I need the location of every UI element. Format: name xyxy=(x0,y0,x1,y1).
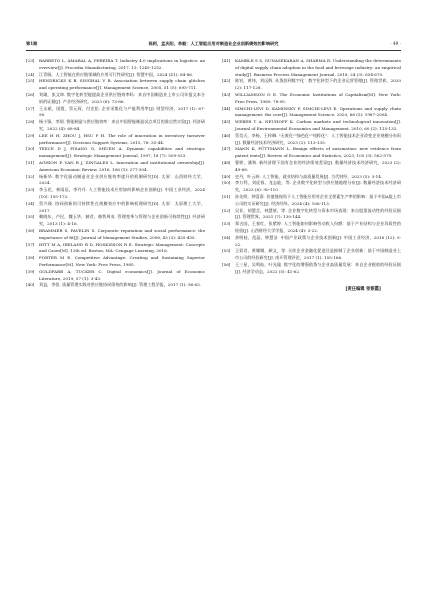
reference-entry xyxy=(26,187,205,201)
reference-text: 刘箴，张文坤. 数字化转型能提高企业供应链效率吗：来自中国制造业上市公司年报文本分析的证据[J]. 产业经济研究，2023 (6): 73-86. xyxy=(39,91,205,104)
reference-text: 杨新华. 数字化驱动制造业企业供应链效率提升的机制研究[D]. 太原：山西财经大学，2024. xyxy=(39,173,205,186)
reference-text: 孙先明，钟喜嘉. 价值链视角下人工智能应用对企业全要素生产率的影响：基于中国A股上市公司的实证研究[J]. 经济经纬，2024 (4): 106-113. xyxy=(235,193,401,206)
reference-number: [48] xyxy=(222,159,231,165)
page-header xyxy=(26,40,401,51)
reference-entry xyxy=(222,78,401,92)
reference-number: [47] xyxy=(222,146,231,152)
reference-number: [55] xyxy=(222,248,231,254)
reference-text: BARRETO L, AMARAL A, PEREIRA T. Industry 4.0 implications in logistics: an overview[J]. Procedia Manufacturing, 2017, 13: 1245-1252. xyxy=(39,58,205,70)
reference-number: [28] xyxy=(26,119,35,125)
reference-number: [40] xyxy=(26,282,35,288)
reference-text: BRAMMER S, PAVELIN S. Corporate reputation and social performance: the importance of fit[J]. Journal of Management Studies, 2006, 43 (3): 435-455. xyxy=(39,227,205,240)
reference-entry xyxy=(222,58,401,78)
running-title: 陈阿，孟庆阳，李毅：人工智能应用对制造业企业创新绩效的影响研究 xyxy=(148,41,279,46)
reference-number: [45] xyxy=(222,119,231,125)
reference-number: [43] xyxy=(222,91,231,97)
reference-number: [56] xyxy=(222,261,231,267)
reference-number: [52] xyxy=(222,207,231,213)
reference-entry xyxy=(222,208,401,222)
reference-number: [54] xyxy=(222,234,231,240)
reference-entry xyxy=(26,72,205,79)
page-number: · 49 · xyxy=(390,41,401,46)
reference-text: HITT M A, IRELAND R D, HOSKISSON R E. Strategic Management: Concepts and Cases[M]. 12th ed. Boston, MA: Cengage Learning, 2016. xyxy=(39,241,205,254)
reference-text: 蔡昊天，李杨，王梓琳. "无废化""绿色化""纯粹化"：人工智能技术企业改变企业规模分布吗[J]. 数量经济技术经济研究，2023 (2): 113-135. xyxy=(235,132,401,145)
reference-number: [25] xyxy=(26,78,35,84)
reference-entry xyxy=(222,106,401,120)
reference-number: [51] xyxy=(222,193,231,199)
reference-number: [32] xyxy=(26,173,35,179)
reference-number: [46] xyxy=(222,132,231,138)
reference-text: HENDRICKS K B, SINGHAL V R. Association between supply chain glitches and operating performance[J]. Management Science, 2005, 51 (5): 695-711. xyxy=(39,78,205,91)
reference-text: 蔡兴瑛. 协同创新的可持续性在规模效应中的影响机理研究[D]. 太原：太原理工大学，2017. xyxy=(39,200,205,213)
reference-entry xyxy=(26,58,205,72)
reference-entry xyxy=(26,255,205,269)
reference-text: SIMCHI-LEVI D, KAMINSKY P, SIMCHI-LEVI E. Operations and supply chain management: the core[J]. Management Science, 2020, 66 (5): 1987-2004. xyxy=(235,105,401,118)
reference-entry xyxy=(26,269,205,283)
references-columns xyxy=(26,58,401,294)
reference-number: [42] xyxy=(222,78,231,84)
reference-text: PORTER M E. Competitive Advantage: Creating and Sustaining Superior Performance[M]. New York: Free Press, 1985. xyxy=(39,255,205,267)
reference-entry xyxy=(26,78,205,92)
reference-entry xyxy=(26,282,205,289)
reference-text: 曹婷，潘和. 新经济理下国有企业的经济绩效差异[J]. 数量经济技术经济研究，2023 (2): 49-68. xyxy=(235,159,401,172)
reference-text: TEECE D J, PISANO G, SHUEN A. Dynamic capabilities and strategic management[J]. Strategic Management Journal, 1997, 18 (7): 509-533. xyxy=(39,146,205,159)
reference-entry xyxy=(222,160,401,174)
reference-number: [36] xyxy=(26,227,35,233)
reference-entry xyxy=(222,248,401,262)
reference-text: AGHION P, VAN R J, ZINGALES L. Innovation and institutional ownership[J]. American Economic Review, 2016, 106 (1): 277-304. xyxy=(39,159,205,172)
reference-number: [27] xyxy=(26,105,35,111)
reference-text: WILLIAMSON O E. The Economic Institutions of Capitalism[M]. New York: Free Press, 1985: 78-95. xyxy=(235,91,401,104)
reference-text: 吴非，胡慧芷，林慧妍，等. 企业数字化转型与资本市场表现：来自股票流动性的经验证据[J]. 管理世界，2021 (7): 130-144. xyxy=(235,207,401,220)
reference-text: 赖晓东，卢民，魏玉华，赫君，赫普周英. 管理变革与管理与企业创新可持续性[J]. 经济研究，2013 (1): 4-16. xyxy=(39,214,205,227)
reference-entry xyxy=(26,160,205,174)
reference-number: [39] xyxy=(26,268,35,274)
reference-text: 余明桂，范蕊，钟慧洁. 中国产业政策与企业技术创新[J]. 中国工业经济，2016 (12): 5-22. xyxy=(235,234,401,247)
reference-text: GOLDFARB A, TUCKER C. Digital economics[J]. Journal of Economic Literature, 2019, 57 (1): 3-43. xyxy=(39,268,205,281)
reference-entry xyxy=(26,214,205,228)
reference-entry xyxy=(222,92,401,106)
reference-text: 史丹，叶云岭. 人工智能、就业结构与高质量发展[J]. 当代财经，2023 (5): 3-14. xyxy=(235,173,383,179)
reference-number: [34] xyxy=(26,200,35,206)
reference-text: 杨小锋，李翔. 智能制造与供应链效率：来自中国智能制造试点项目的准自然实验[J]. 经济研究，2022 (4): 68-84. xyxy=(39,119,205,131)
reference-number: [35] xyxy=(26,214,35,220)
reference-text: 王彩君，黄娜娜，颜文，等. 买你企业金融化促进还是抑制了企业创新：基于中国制造业上市公司的经验研究[J]. 南开管理评论，2017 (1): 155-166. xyxy=(235,248,401,261)
reference-number: [24] xyxy=(26,71,35,77)
reference-text: WEBER T A, NEUHOFF K. Carbon markets and technological innovation[J]. Journal of Environmental Economics and Management, 2010, 60 (2): 115-132. xyxy=(235,119,401,131)
reference-entry xyxy=(222,146,401,160)
reference-number: [38] xyxy=(26,255,35,261)
reference-text: 江青瑞，人工智能在供应链领域的应用可行性研究[J]. 智慧中国，2024 (Z1): 84-86. xyxy=(39,71,194,77)
reference-text: 刘益，李恒. 质量管理实践对供应链协同绩效的影响[J]. 管理工程学报，2017 (1): 56-63. xyxy=(39,282,202,288)
reference-text: 王永斌，国霞，蔡元琛，付克伦. 企业采集化与产能利用率[J]. 财贸经济，2017 (1): 67-90. xyxy=(39,105,205,118)
reference-entry xyxy=(222,235,401,249)
reference-text: 陈钊，黄炜，刘远辉. 从贷款到数字化：数字化转型下的企业运营管理[J]. 管理世界，2020 (2): 117-128. xyxy=(235,78,401,91)
reference-text: 王三星，吴鸣仙，叶光瑜. 数字化的增强借贷与企业高质量发展：来自企业税收的经验证据[J]. 经济学动态，2022 (5): 41-62. xyxy=(235,261,401,274)
reference-entry xyxy=(222,133,401,147)
reference-entry xyxy=(222,262,401,276)
reference-entry xyxy=(26,92,205,106)
reference-number: [31] xyxy=(26,159,35,165)
reference-number: [30] xyxy=(26,146,35,152)
reference-text: MANN K, PÜTTMANN L. Benign effects of automation: new evidence from patent texts[J]. Review of Economics and Statistics, 2023, 105 (3): 562-579. xyxy=(235,146,401,159)
reference-number: [29] xyxy=(26,132,35,138)
reference-entry xyxy=(26,228,205,242)
reference-number: [41] xyxy=(222,58,231,63)
reference-text: KAMBLE S S, GUNASEKARAN A, SHARMA R. Understanding the determinants of digital supply chain adoption in the food and beverage industry: an empirical study[J]. Business Process Management Journal, 2018, 24 (3): 654-670. xyxy=(235,58,401,77)
reference-number: [53] xyxy=(222,221,231,227)
reference-number: [37] xyxy=(26,241,35,247)
reference-number: [44] xyxy=(222,105,231,111)
reference-entry xyxy=(222,180,401,194)
left-reference-column xyxy=(26,58,205,294)
reference-text: LEE H H, ZHOU J, HSU P H. The role of innovation in inventory turnover performance[J]. Decision Support Systems, 2015, 76: 35-44. xyxy=(39,132,205,145)
reference-entry xyxy=(222,221,401,235)
reference-entry xyxy=(26,201,205,215)
reference-entry xyxy=(26,146,205,160)
reference-number: [50] xyxy=(222,180,231,186)
reference-number: [49] xyxy=(222,173,231,179)
right-reference-list xyxy=(222,58,401,276)
reference-entry xyxy=(26,133,205,147)
reference-text: 李玉花，林雨辰，李丹丹. 人工智能技术应用如何影响企业创新[J]. 中国工业经济，2024 (10): 155-173. xyxy=(39,187,205,199)
right-reference-column xyxy=(222,58,401,294)
editor-note: [责任编辑 张银霞] xyxy=(345,286,381,292)
reference-entry xyxy=(26,174,205,188)
reference-text: 郑吉国，王春红，张紫婷. 人工智能如何影响劳动收入份额：基于产业结构与企业异质性的检验[J]. 山西财经大学学报，2024 (4): 3-22. xyxy=(235,221,401,233)
reference-entry xyxy=(26,119,205,133)
reference-text: 李万利，刘虎春，龙志能，等. 企业数字化转型与供应链地理分布[J]. 数量经济技术经济研究，2023 (8): 90-110. xyxy=(235,180,401,193)
reference-entry xyxy=(222,194,401,208)
reference-number: [33] xyxy=(26,187,35,193)
reference-number: [26] xyxy=(26,91,35,97)
reference-entry xyxy=(26,106,205,120)
issue-label: 第1期 xyxy=(26,41,38,46)
reference-entry xyxy=(222,119,401,133)
reference-number: [23] xyxy=(26,58,35,63)
reference-entry xyxy=(26,242,205,256)
